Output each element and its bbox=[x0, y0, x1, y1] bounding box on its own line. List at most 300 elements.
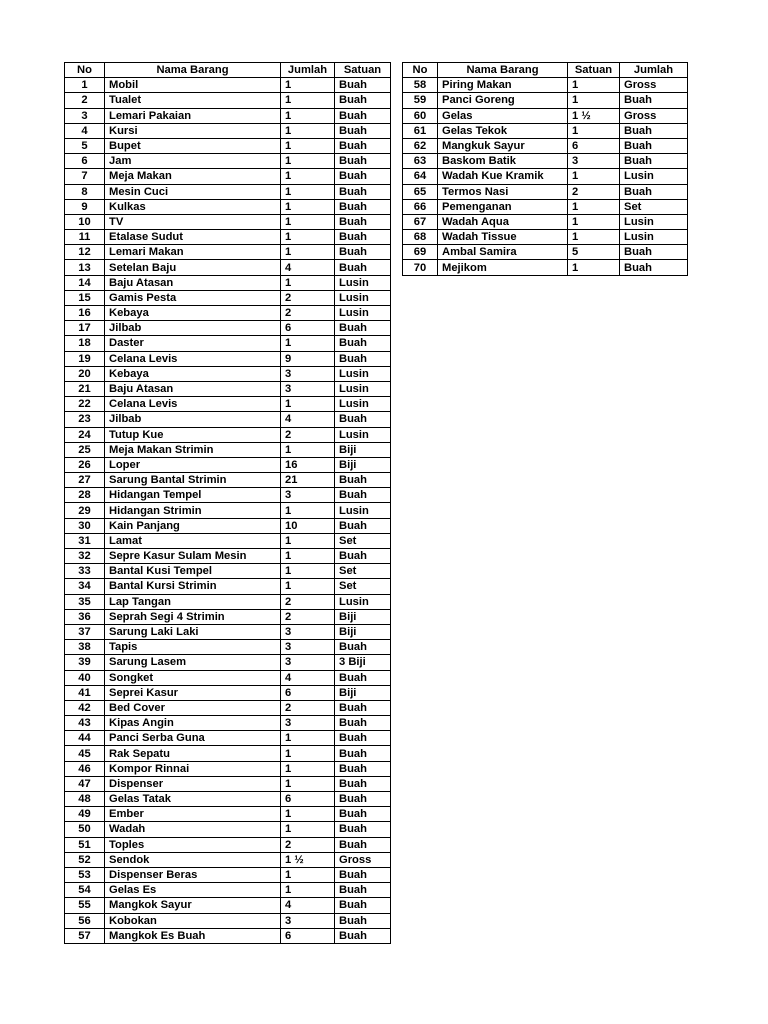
cell-qty: 2 bbox=[281, 700, 335, 715]
cell-unit: Buah bbox=[335, 412, 391, 427]
cell-qty: 1 bbox=[568, 93, 620, 108]
table-row bbox=[403, 138, 688, 153]
cell-qty: 1 bbox=[281, 533, 335, 548]
cell-qty: 1 bbox=[281, 230, 335, 245]
cell-unit: Buah bbox=[335, 230, 391, 245]
cell-nama-barang: Kompor Rinnai bbox=[105, 761, 281, 776]
cell-qty: 1 bbox=[281, 564, 335, 579]
cell-qty: 5 bbox=[568, 245, 620, 260]
inventory-table-right bbox=[402, 62, 688, 276]
cell-no: 15 bbox=[65, 290, 105, 305]
cell-unit: Buah bbox=[620, 260, 688, 275]
table-row bbox=[65, 473, 391, 488]
cell-no: 40 bbox=[65, 670, 105, 685]
cell-qty: 6 bbox=[281, 321, 335, 336]
table-row bbox=[403, 214, 688, 229]
table-row bbox=[65, 412, 391, 427]
cell-unit: Buah bbox=[335, 549, 391, 564]
cell-nama-barang: Sarung Bantal Strimin bbox=[105, 473, 281, 488]
cell-nama-barang: Sepre Kasur Sulam Mesin bbox=[105, 549, 281, 564]
cell-qty: 1 bbox=[281, 245, 335, 260]
header-no: No bbox=[65, 63, 105, 78]
cell-nama-barang: Seprah Segi 4 Strimin bbox=[105, 609, 281, 624]
cell-unit: Buah bbox=[335, 867, 391, 882]
header-nama-barang: Nama Barang bbox=[105, 63, 281, 78]
cell-nama-barang: TV bbox=[105, 214, 281, 229]
cell-qty: 3 bbox=[281, 381, 335, 396]
cell-no: 60 bbox=[403, 108, 438, 123]
cell-qty: 1 bbox=[568, 260, 620, 275]
table-row bbox=[65, 154, 391, 169]
table-row bbox=[65, 503, 391, 518]
cell-unit: Set bbox=[620, 199, 688, 214]
table-row bbox=[403, 123, 688, 138]
cell-nama-barang: Etalase Sudut bbox=[105, 230, 281, 245]
cell-nama-barang: Gelas Es bbox=[105, 883, 281, 898]
table-row bbox=[65, 275, 391, 290]
table-row bbox=[65, 807, 391, 822]
table-row bbox=[65, 306, 391, 321]
cell-nama-barang: Kulkas bbox=[105, 199, 281, 214]
cell-nama-barang: Mobil bbox=[105, 78, 281, 93]
cell-unit: Lusin bbox=[335, 381, 391, 396]
cell-no: 11 bbox=[65, 230, 105, 245]
cell-qty: 1 bbox=[568, 78, 620, 93]
cell-qty: 1 bbox=[281, 154, 335, 169]
cell-nama-barang: Meja Makan bbox=[105, 169, 281, 184]
table-row bbox=[65, 230, 391, 245]
cell-qty: 2 bbox=[281, 306, 335, 321]
cell-unit: Lusin bbox=[335, 397, 391, 412]
cell-unit: Gross bbox=[335, 852, 391, 867]
cell-no: 3 bbox=[65, 108, 105, 123]
table-row bbox=[403, 184, 688, 199]
cell-unit: Buah bbox=[335, 776, 391, 791]
cell-qty: 1 bbox=[281, 746, 335, 761]
cell-unit: Biji bbox=[335, 442, 391, 457]
cell-no: 62 bbox=[403, 138, 438, 153]
cell-nama-barang: Jam bbox=[105, 154, 281, 169]
cell-qty: 21 bbox=[281, 473, 335, 488]
cell-qty: 1 bbox=[281, 883, 335, 898]
cell-unit: Lusin bbox=[335, 366, 391, 381]
cell-nama-barang: Kebaya bbox=[105, 306, 281, 321]
cell-unit: Buah bbox=[335, 108, 391, 123]
table-row bbox=[65, 867, 391, 882]
cell-unit: Buah bbox=[335, 822, 391, 837]
cell-no: 59 bbox=[403, 93, 438, 108]
table-row bbox=[65, 640, 391, 655]
cell-nama-barang: Daster bbox=[105, 336, 281, 351]
table-row bbox=[65, 123, 391, 138]
cell-no: 37 bbox=[65, 624, 105, 639]
cell-qty: 1 bbox=[281, 336, 335, 351]
table-row bbox=[65, 457, 391, 472]
cell-qty: 1 bbox=[281, 138, 335, 153]
cell-nama-barang: Gelas bbox=[438, 108, 568, 123]
cell-qty: 1 bbox=[568, 199, 620, 214]
cell-qty: 4 bbox=[281, 412, 335, 427]
cell-unit: Buah bbox=[335, 731, 391, 746]
cell-no: 23 bbox=[65, 412, 105, 427]
cell-nama-barang: Gamis Pesta bbox=[105, 290, 281, 305]
cell-unit: Biji bbox=[335, 685, 391, 700]
cell-no: 19 bbox=[65, 351, 105, 366]
cell-qty: 1 bbox=[281, 579, 335, 594]
cell-nama-barang: Jilbab bbox=[105, 412, 281, 427]
cell-no: 43 bbox=[65, 716, 105, 731]
cell-unit: Buah bbox=[620, 123, 688, 138]
cell-qty: 1 bbox=[281, 503, 335, 518]
cell-no: 61 bbox=[403, 123, 438, 138]
cell-no: 69 bbox=[403, 245, 438, 260]
table-header-row bbox=[403, 63, 688, 78]
table-row bbox=[65, 594, 391, 609]
header-jumlah: Jumlah bbox=[281, 63, 335, 78]
cell-nama-barang: Pemenganan bbox=[438, 199, 568, 214]
cell-qty: 1 bbox=[281, 867, 335, 882]
header-no: No bbox=[403, 63, 438, 78]
cell-qty: 1 bbox=[281, 214, 335, 229]
cell-no: 6 bbox=[65, 154, 105, 169]
cell-qty: 1 bbox=[568, 123, 620, 138]
cell-unit: Buah bbox=[335, 792, 391, 807]
table-row bbox=[403, 93, 688, 108]
table-row bbox=[65, 898, 391, 913]
cell-no: 34 bbox=[65, 579, 105, 594]
table-row bbox=[403, 199, 688, 214]
cell-nama-barang: Setelan Baju bbox=[105, 260, 281, 275]
cell-qty: 6 bbox=[281, 685, 335, 700]
cell-qty: 9 bbox=[281, 351, 335, 366]
cell-unit: 3 Biji bbox=[335, 655, 391, 670]
cell-no: 8 bbox=[65, 184, 105, 199]
cell-no: 64 bbox=[403, 169, 438, 184]
table-row bbox=[403, 78, 688, 93]
cell-unit: Set bbox=[335, 579, 391, 594]
cell-nama-barang: Mangkok Es Buah bbox=[105, 928, 281, 943]
table-row bbox=[65, 685, 391, 700]
cell-qty: 6 bbox=[281, 928, 335, 943]
cell-nama-barang: Lamat bbox=[105, 533, 281, 548]
cell-unit: Buah bbox=[335, 123, 391, 138]
cell-unit: Buah bbox=[335, 807, 391, 822]
cell-no: 12 bbox=[65, 245, 105, 260]
table-row bbox=[65, 397, 391, 412]
cell-no: 55 bbox=[65, 898, 105, 913]
cell-unit: Buah bbox=[335, 746, 391, 761]
cell-no: 68 bbox=[403, 230, 438, 245]
cell-nama-barang: Bed Cover bbox=[105, 700, 281, 715]
cell-nama-barang: Kobokan bbox=[105, 913, 281, 928]
cell-nama-barang: Baju Atasan bbox=[105, 275, 281, 290]
table-row bbox=[65, 837, 391, 852]
cell-no: 58 bbox=[403, 78, 438, 93]
cell-nama-barang: Wadah bbox=[105, 822, 281, 837]
cell-unit: Lusin bbox=[620, 214, 688, 229]
cell-unit: Buah bbox=[335, 78, 391, 93]
cell-nama-barang: Kebaya bbox=[105, 366, 281, 381]
table-row bbox=[65, 442, 391, 457]
cell-unit: Buah bbox=[335, 640, 391, 655]
cell-qty: 1 bbox=[281, 123, 335, 138]
table-row bbox=[403, 230, 688, 245]
cell-no: 17 bbox=[65, 321, 105, 336]
cell-no: 51 bbox=[65, 837, 105, 852]
cell-nama-barang: Bantal Kusi Tempel bbox=[105, 564, 281, 579]
table-row bbox=[65, 716, 391, 731]
cell-nama-barang: Lemari Makan bbox=[105, 245, 281, 260]
table-row bbox=[65, 655, 391, 670]
table-row bbox=[65, 290, 391, 305]
cell-qty: 1 bbox=[281, 108, 335, 123]
table-row bbox=[403, 260, 688, 275]
cell-unit: Lusin bbox=[620, 230, 688, 245]
inventory-table-left bbox=[64, 62, 391, 944]
cell-unit: Buah bbox=[335, 169, 391, 184]
table-row bbox=[403, 108, 688, 123]
cell-no: 46 bbox=[65, 761, 105, 776]
cell-unit: Lusin bbox=[335, 306, 391, 321]
cell-no: 45 bbox=[65, 746, 105, 761]
cell-qty: 3 bbox=[281, 366, 335, 381]
table-row bbox=[65, 138, 391, 153]
cell-qty: 1 bbox=[281, 275, 335, 290]
cell-qty: 1 bbox=[281, 822, 335, 837]
cell-no: 53 bbox=[65, 867, 105, 882]
cell-nama-barang: Sendok bbox=[105, 852, 281, 867]
cell-no: 42 bbox=[65, 700, 105, 715]
cell-nama-barang: Hidangan Strimin bbox=[105, 503, 281, 518]
cell-no: 70 bbox=[403, 260, 438, 275]
cell-no: 57 bbox=[65, 928, 105, 943]
cell-unit: Buah bbox=[335, 245, 391, 260]
cell-qty: 1 bbox=[281, 442, 335, 457]
cell-unit: Buah bbox=[335, 321, 391, 336]
cell-unit: Buah bbox=[620, 184, 688, 199]
cell-qty: 16 bbox=[281, 457, 335, 472]
cell-qty: 1 bbox=[281, 807, 335, 822]
table-row bbox=[65, 108, 391, 123]
cell-qty: 3 bbox=[281, 655, 335, 670]
cell-no: 33 bbox=[65, 564, 105, 579]
cell-nama-barang: Meja Makan Strimin bbox=[105, 442, 281, 457]
cell-nama-barang: Bantal Kursi Strimin bbox=[105, 579, 281, 594]
cell-unit: Buah bbox=[335, 214, 391, 229]
cell-nama-barang: Ambal Samira bbox=[438, 245, 568, 260]
cell-nama-barang: Mangkok Sayur bbox=[105, 898, 281, 913]
cell-no: 26 bbox=[65, 457, 105, 472]
table-row bbox=[65, 199, 391, 214]
cell-unit: Buah bbox=[335, 154, 391, 169]
cell-unit: Buah bbox=[335, 913, 391, 928]
table-row bbox=[65, 260, 391, 275]
cell-unit: Buah bbox=[335, 93, 391, 108]
cell-nama-barang: Bupet bbox=[105, 138, 281, 153]
table-row bbox=[65, 822, 391, 837]
cell-unit: Buah bbox=[335, 260, 391, 275]
cell-nama-barang: Tualet bbox=[105, 93, 281, 108]
cell-unit: Buah bbox=[335, 336, 391, 351]
cell-unit: Biji bbox=[335, 457, 391, 472]
cell-nama-barang: Gelas Tatak bbox=[105, 792, 281, 807]
cell-no: 16 bbox=[65, 306, 105, 321]
cell-unit: Buah bbox=[335, 898, 391, 913]
table-row bbox=[65, 427, 391, 442]
cell-nama-barang: Mejikom bbox=[438, 260, 568, 275]
cell-no: 36 bbox=[65, 609, 105, 624]
cell-nama-barang: Kursi bbox=[105, 123, 281, 138]
cell-no: 27 bbox=[65, 473, 105, 488]
cell-unit: Gross bbox=[620, 108, 688, 123]
cell-no: 35 bbox=[65, 594, 105, 609]
cell-nama-barang: Rak Sepatu bbox=[105, 746, 281, 761]
cell-no: 21 bbox=[65, 381, 105, 396]
cell-qty: 1 bbox=[281, 199, 335, 214]
cell-nama-barang: Hidangan Tempel bbox=[105, 488, 281, 503]
cell-no: 1 bbox=[65, 78, 105, 93]
cell-qty: 1 bbox=[281, 731, 335, 746]
cell-unit: Buah bbox=[335, 928, 391, 943]
cell-qty: 6 bbox=[568, 138, 620, 153]
table-row bbox=[65, 533, 391, 548]
cell-nama-barang: Seprei Kasur bbox=[105, 685, 281, 700]
cell-unit: Buah bbox=[620, 93, 688, 108]
table-row bbox=[403, 245, 688, 260]
cell-unit: Biji bbox=[335, 624, 391, 639]
cell-no: 41 bbox=[65, 685, 105, 700]
cell-unit: Buah bbox=[620, 154, 688, 169]
cell-unit: Set bbox=[335, 533, 391, 548]
cell-nama-barang: Tutup Kue bbox=[105, 427, 281, 442]
table-row bbox=[65, 366, 391, 381]
cell-unit: Buah bbox=[335, 518, 391, 533]
cell-nama-barang: Celana Levis bbox=[105, 351, 281, 366]
cell-nama-barang: Dispenser bbox=[105, 776, 281, 791]
cell-qty: 6 bbox=[281, 792, 335, 807]
table-row bbox=[65, 564, 391, 579]
cell-nama-barang: Tapis bbox=[105, 640, 281, 655]
cell-qty: 2 bbox=[281, 837, 335, 852]
cell-unit: Buah bbox=[335, 184, 391, 199]
cell-unit: Buah bbox=[335, 837, 391, 852]
cell-no: 52 bbox=[65, 852, 105, 867]
cell-no: 14 bbox=[65, 275, 105, 290]
cell-qty: 1 bbox=[568, 214, 620, 229]
cell-no: 31 bbox=[65, 533, 105, 548]
table-row bbox=[65, 670, 391, 685]
table-row bbox=[65, 214, 391, 229]
cell-no: 30 bbox=[65, 518, 105, 533]
cell-unit: Buah bbox=[335, 761, 391, 776]
cell-nama-barang: Jilbab bbox=[105, 321, 281, 336]
table-row bbox=[65, 700, 391, 715]
cell-unit: Lusin bbox=[335, 290, 391, 305]
table-row bbox=[65, 184, 391, 199]
cell-qty: 3 bbox=[281, 716, 335, 731]
table-row bbox=[65, 93, 391, 108]
table-row bbox=[65, 351, 391, 366]
cell-nama-barang: Toples bbox=[105, 837, 281, 852]
header-satuan: Satuan bbox=[568, 63, 620, 78]
cell-qty: 3 bbox=[281, 488, 335, 503]
cell-qty: 2 bbox=[568, 184, 620, 199]
cell-nama-barang: Kain Panjang bbox=[105, 518, 281, 533]
cell-nama-barang: Mesin Cuci bbox=[105, 184, 281, 199]
table-row bbox=[65, 776, 391, 791]
cell-no: 56 bbox=[65, 913, 105, 928]
cell-qty: 1 ½ bbox=[281, 852, 335, 867]
table-row bbox=[403, 169, 688, 184]
table-row bbox=[403, 154, 688, 169]
cell-qty: 1 bbox=[281, 397, 335, 412]
cell-nama-barang: Dispenser Beras bbox=[105, 867, 281, 882]
cell-nama-barang: Wadah Kue Kramik bbox=[438, 169, 568, 184]
cell-no: 47 bbox=[65, 776, 105, 791]
cell-no: 24 bbox=[65, 427, 105, 442]
cell-unit: Gross bbox=[620, 78, 688, 93]
cell-qty: 4 bbox=[281, 260, 335, 275]
cell-qty: 2 bbox=[281, 427, 335, 442]
cell-qty: 3 bbox=[281, 913, 335, 928]
table-row bbox=[65, 245, 391, 260]
cell-no: 67 bbox=[403, 214, 438, 229]
cell-nama-barang: Piring Makan bbox=[438, 78, 568, 93]
table-header-row bbox=[65, 63, 391, 78]
cell-unit: Lusin bbox=[335, 503, 391, 518]
cell-nama-barang: Sarung Laki Laki bbox=[105, 624, 281, 639]
cell-no: 54 bbox=[65, 883, 105, 898]
table-row bbox=[65, 381, 391, 396]
cell-no: 39 bbox=[65, 655, 105, 670]
cell-nama-barang: Sarung Lasem bbox=[105, 655, 281, 670]
cell-no: 5 bbox=[65, 138, 105, 153]
cell-no: 18 bbox=[65, 336, 105, 351]
cell-nama-barang: Kipas Angin bbox=[105, 716, 281, 731]
cell-nama-barang: Baju Atasan bbox=[105, 381, 281, 396]
cell-nama-barang: Lap Tangan bbox=[105, 594, 281, 609]
cell-qty: 1 bbox=[281, 761, 335, 776]
cell-nama-barang: Lemari Pakaian bbox=[105, 108, 281, 123]
cell-qty: 1 bbox=[568, 169, 620, 184]
cell-nama-barang: Songket bbox=[105, 670, 281, 685]
table-row bbox=[65, 579, 391, 594]
cell-nama-barang: Wadah Tissue bbox=[438, 230, 568, 245]
cell-qty: 3 bbox=[281, 640, 335, 655]
table-row bbox=[65, 761, 391, 776]
cell-unit: Buah bbox=[335, 488, 391, 503]
cell-unit: Buah bbox=[335, 138, 391, 153]
cell-qty: 2 bbox=[281, 290, 335, 305]
cell-nama-barang: Mangkuk Sayur bbox=[438, 138, 568, 153]
cell-unit: Lusin bbox=[620, 169, 688, 184]
cell-no: 44 bbox=[65, 731, 105, 746]
cell-no: 49 bbox=[65, 807, 105, 822]
cell-no: 25 bbox=[65, 442, 105, 457]
cell-unit: Buah bbox=[620, 138, 688, 153]
cell-nama-barang: Termos Nasi bbox=[438, 184, 568, 199]
table-row bbox=[65, 852, 391, 867]
cell-qty: 1 bbox=[281, 169, 335, 184]
table-row bbox=[65, 169, 391, 184]
cell-qty: 1 bbox=[281, 776, 335, 791]
cell-qty: 10 bbox=[281, 518, 335, 533]
cell-nama-barang: Panci Serba Guna bbox=[105, 731, 281, 746]
cell-no: 29 bbox=[65, 503, 105, 518]
table-row bbox=[65, 336, 391, 351]
cell-qty: 1 bbox=[281, 549, 335, 564]
cell-qty: 1 bbox=[281, 184, 335, 199]
